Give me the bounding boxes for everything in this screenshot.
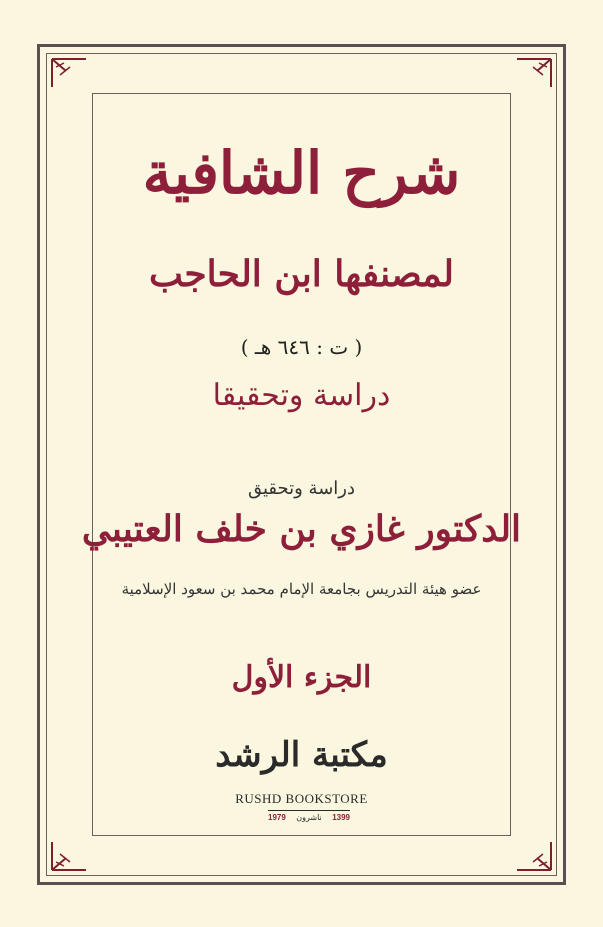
corner-ornament-top-left (46, 53, 92, 93)
publisher-bar (268, 812, 350, 822)
study-small-label: دراسة وتحقيق (247, 478, 356, 499)
corner-ornament-top-right (511, 53, 557, 93)
corner-ornament-bottom-right (511, 836, 557, 876)
author-name: الدكتور غازي بن خلف العتيبي (81, 508, 522, 550)
study-label: دراسة وتحقيقا (212, 378, 391, 413)
book-subtitle: لمصنفها ابن الحاجب (149, 253, 454, 295)
publisher-tag: ناشرون (296, 812, 322, 822)
publisher-name-latin: RUSHD BOOKSTORE (235, 791, 368, 806)
book-title: شرح الشافية (142, 139, 461, 207)
publisher-year-right: 1399 (332, 812, 350, 822)
death-date: ( ت : ٦٤٦ هـ ) (240, 335, 363, 359)
publisher-divider (268, 810, 350, 811)
author-affiliation: عضو هيئة التدريس بجامعة الإمام محمد بن سعود الإسلامية (121, 580, 482, 598)
volume-label: الجزء الأول (231, 660, 372, 695)
publisher-year-left: 1979 (268, 812, 286, 822)
publisher-logo-arabic: مكتبة الرشد (215, 735, 388, 775)
corner-ornament-bottom-left (46, 836, 92, 876)
